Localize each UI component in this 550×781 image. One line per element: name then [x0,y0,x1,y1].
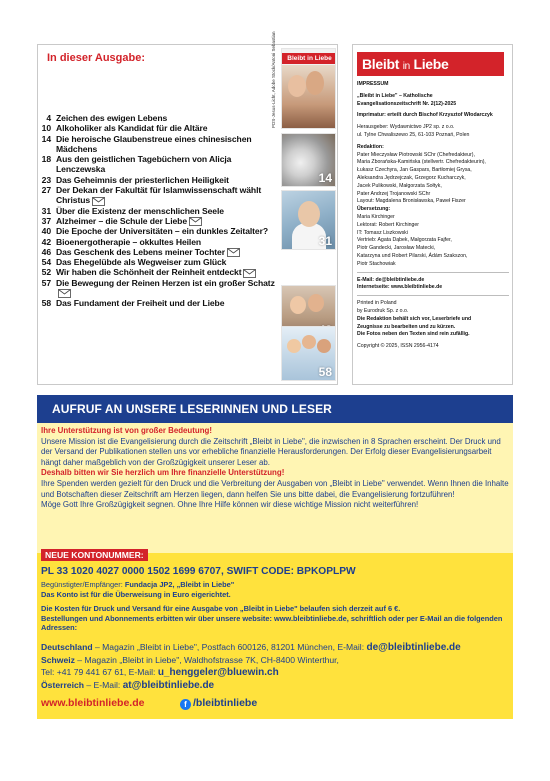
toc-item[interactable] [34,175,282,185]
appeal-header: AUFRUF AN UNSERE LESERINNEN UND LESER [37,395,513,423]
toc-item[interactable] [34,134,282,155]
address-germany: Deutschland – Magazin „Bleibt in Liebe", Postfach 600126, 81201 München, E-Mail: de@bleibtinliebe.de [41,642,461,653]
thumbnail-figure [308,294,324,312]
impressum-line: Pater Andrzej Trojanowski SChr [357,190,431,197]
thumbnail-figure [317,339,331,353]
toc-list [34,113,282,309]
order-info: Die Kosten für Druck und Versand für eine Ausgabe von „Bleibt in Liebe" belaufen sich derzeit auf 6 €. Bestellungen und Abonnements erbitten wir über unsere website: www.bleibtinliebe.de, schriftlich oder per E-Mail an die folgenden Adressen: [41,604,503,633]
toc-item[interactable] [34,247,282,257]
toc-title: Bioenergotherapie – okkultes Heilen [56,236,202,247]
toc-page-number: 14 [41,133,51,144]
impressum-line: Katarzyna und Robert Pilarski, Ádám Szakszon, [357,252,468,259]
magazine-logo: Bleibt in Liebe [357,52,504,76]
addresses: Deutschland – Magazin „Bleibt in Liebe", Postfach 600126, 81201 München, E-Mail: de@bleibtinliebe.de Schweiz – Magazin „Bleibt in Liebe", Waldhofstrasse 7K, CH-8400 Winterthur, Tel: +41 79 441 67 61, E-Mail: u_henggeler@bluewin.ch Österreich – E-Mail: at@bleibtinliebe.de [41,641,511,692]
impressum-text: IMPRESSUM „Bleibt in Liebe" – Katholische Evangelisationszeitschrift Nr. 2(12)-2025 Imprimatur: erteilt durch Bischof Krzysztof Włodarczyk Herausgeber: Wydawnictwo JP2 sp. z o.o. ul. Tylne Chwaliszewo 25, 61-103 Poznań, Polen Redaktion: Pater Mieczysław Piotrowski SChr (Chefredakteur), Maria Zborańska-Kamińska (stellvertr. Chefredakteurin), Łukasz Czechyra, Jan Gaspars, Bartłomiej Grysa, Aleksandra Jędrzejczak, Grzegorz Kucharczyk, Jacek Pulikowski, Małgorzata Sołtyk, Pater Andrzej Trojanowski SChr Layout: Magdalena Bronisławska, Paweł Fiszer Übersetzung: Maria Kirchinger Lektorat: Robert Kirchinger IT: Tomasz Liszkowski Vertrieb: Agata Dąbek, Małgorzata Fajfer, Piotr Gandecki, Jarosław Matecki, Katarzyna und Robert Pilarski, Ádám Szakszon, Piotr Stachowiak E-Mail: de@bleibtinliebe.de Internetseite: www.bleibtinliebe.de Printed in Poland by Eurodruk Sp. z o.o. Die Redaktion behält sich vor, Leserbriefe und Zeugnisse zu bearbeiten und zu kürzen. Die Fotos neben den Texten sind rein zufällig. Copyright © 2025, ISSN 2956-4174 [357,81,509,351]
toc-title: Das Geschenk des Lebens meiner Tochter [56,247,282,257]
thumbnail-page-14 [281,133,336,187]
cover-masthead: Bleibt in Liebe [282,53,336,64]
toc-title: Der Dekan der Fakultät für Islamwissenschaft wählt Christus [56,185,262,206]
toc-page-number: 52 [41,267,51,278]
envelope-icon [58,289,71,298]
account-background [37,553,513,719]
toc-item[interactable] [34,226,282,236]
toc-item[interactable] [34,278,282,299]
appeal-text: Ihre Unterstützung ist von großer Bedeutung! Unsere Mission ist die Evangelisierung durch die Zeitschrift „Bleibt in Liebe", die inzwischen in 8 Sprachen erscheint. Der Druck und der Versand der Publikationen stellen uns vor erhebliche finanzielle Herausforderungen. Der Erfolg dieser Evangelisierungsarbeit hängt daher maßgeblich von der Großzügigkeit unserer Leser ab. Deshalb bitten wir Sie herzlich um Ihre finanzielle Unterstützung! Ihre Spenden werden gezielt für den Druck und die Verbreitung der Ausgaben von „Bleibt in Liebe" verwendet. Wenn Ihnen die Inhalte und Botschaften dieser Zeitschrift am Herzen liegen, dann helfen Sie uns bitte dabei, die Evangelisierung fortzuführen! Möge Gott Ihre Großzügigkeit segnen. Ohne Ihre Hilfe können wir diese wichtige Mission nicht weiterführen! [41,426,511,511]
cover-person [288,75,306,97]
redaktion-list [357,152,509,199]
toc-page-number: 40 [41,226,51,237]
toc-item[interactable] [34,123,282,133]
toc-page-number: 54 [41,257,51,268]
toc-page-number: 31 [41,205,51,216]
toc-item[interactable] [34,185,282,206]
toc-page-number: 4 [46,113,51,123]
impressum-line: Vertrieb: Agata Dąbek, Małgorzata Fajfer, [357,237,452,244]
impressum-line: Aleksandra Jędrzejczak, Grzegorz Kucharczyk, [357,174,466,181]
toc-title: Das Geheimnis der priesterlichen Heiligkeit [56,174,229,185]
toc-item[interactable] [34,216,282,226]
vertrieb-list [357,237,509,268]
thumbnail-figure [302,335,316,349]
toc-page-number: 10 [41,123,51,134]
thumbnail-page-number: 31 [318,234,332,248]
thumbnail-page-31 [281,190,336,250]
envelope-icon [92,197,105,206]
toc-item[interactable] [34,257,282,267]
facebook-icon: f [180,699,191,710]
email-austria[interactable]: at@bleibtinliebe.de [122,680,215,691]
envelope-icon [227,248,240,257]
toc-page-number: 23 [41,174,51,185]
toc-page-number: 58 [41,298,51,309]
toc-page-number: 42 [41,236,51,247]
impressum-line: Łukasz Czechyra, Jan Gaspars, Bartłomiej Grysa, [357,167,472,174]
toc-page-number: 57 [41,277,51,288]
toc-item[interactable] [34,113,282,123]
toc-item[interactable] [34,267,282,277]
toc-title: Aus den geistlichen Tagebüchern von Alicja Lenczewska [56,154,232,175]
thumbnail-figure [290,296,306,314]
toc-heading: In dieser Ausgabe: [47,52,146,64]
toc-title: Die heroische Glaubenstreue eines chinesischen Mädchens [56,133,252,154]
toc-title: Die Bewegung der Reinen Herzen ist ein großer Schatz [56,278,282,299]
toc-item[interactable] [34,206,282,216]
thumbnail-figure [298,201,320,227]
impressum-line: Pater Mieczysław Piotrowski SChr (Chefredakteur), [357,151,475,158]
cover-thumbnail [281,48,336,129]
impressum-line: Maria Zborańska-Kamińska (stellvertr. Chefredakteurin), [357,159,486,166]
thumbnail-page-58 [281,326,336,381]
toc-title: Wir haben die Schönheit der Reinheit entdeckt [56,267,282,277]
email-switzerland[interactable]: u_henggeler@bluewin.ch [157,667,279,678]
thumbnail-figure [287,339,301,353]
thumbnail-page-number: 14 [318,171,332,185]
address-switzerland: Schweiz – Magazin „Bleibt in Liebe", Waldhofstrasse 7K, CH-8400 Winterthur, [41,655,339,665]
toc-title: Das Ehegelübde als Wegweiser zum Glück [56,257,227,268]
toc-page-number: 37 [41,215,51,226]
account-number: PL 33 1020 4027 0000 1502 1699 6707, SWIFT CODE: BPKOPLPW [41,566,356,577]
impressum-website[interactable]: Internetseite: www.bleibtinliebe.de [357,284,443,291]
impressum-line: Jacek Pulikowski, Małgorzata Sołtyk, [357,182,442,189]
toc-page-number: 46 [41,246,51,257]
toc-item[interactable] [34,237,282,247]
cover-credit: PDS-Jesus-Licht, Adobe Stock/Antoni Sebastian [271,31,276,128]
toc-item[interactable] [34,154,282,175]
account-details: Begünstigter/Empfänger: Fundacja JP2, „Bleibt in Liebe" Das Konto ist für die Überweisung in Euro eigerichtet. [41,580,235,599]
toc-title: Über die Existenz der menschlichen Seele [56,205,224,216]
toc-page-number: 27 [41,185,51,196]
toc-title: Das Fundament der Freiheit und der Liebe [56,298,225,309]
toc-title: Die Epoche der Universitäten – ein dunkles Zeitalter? [56,226,268,237]
toc-title: Alkoholiker als Kandidat für die Altäre [56,123,208,134]
website-link[interactable]: www.bleibtinliebe.de [41,697,145,709]
envelope-icon [243,269,256,278]
appeal-lead: Ihre Unterstützung ist von großer Bedeutung! [41,426,212,435]
email-germany[interactable]: de@bleibtinliebe.de [366,642,461,653]
toc-title: Zeichen des ewigen Lebens [56,113,168,123]
toc-page-number: 18 [41,154,51,165]
impressum-email[interactable]: E-Mail: de@bleibtinliebe.de [357,276,425,283]
toc-item[interactable] [34,298,282,308]
envelope-icon [189,217,202,226]
impressum-line: Piotr Gandecki, Jarosław Matecki, [357,245,436,252]
cover-person [306,71,324,95]
address-austria: Österreich – E-Mail: at@bleibtinliebe.de [41,680,215,691]
impressum-line: Piotr Stachowiak [357,260,396,267]
toc-title: Alzheimer – die Schule der Liebe [56,216,282,226]
thumbnail-page-number: 58 [318,365,332,379]
facebook-link[interactable]: f /bleibtinliebe [180,697,257,710]
new-account-label: NEUE KONTONUMMER: [41,549,148,561]
impressum-title: IMPRESSUM [357,81,389,87]
